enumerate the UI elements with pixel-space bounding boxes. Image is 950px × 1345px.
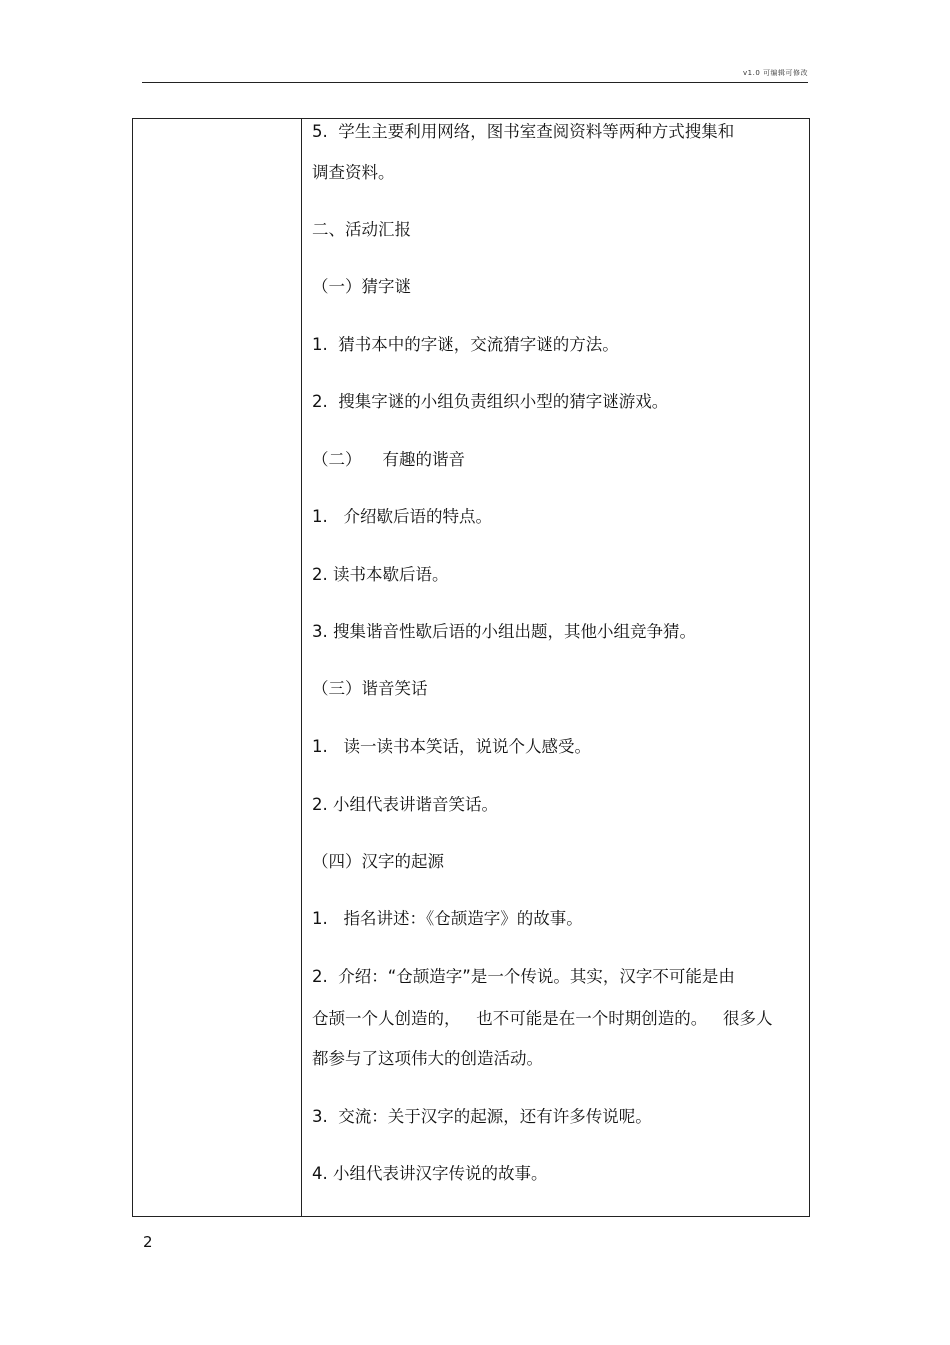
text-line: 4. 小组代表讲汉字传说的故事。 — [312, 1164, 548, 1183]
text-line: 5. 学生主要利用网络，图书室查阅资料等两种方式搜集和 — [312, 122, 735, 141]
page-number: 2 — [143, 1233, 153, 1251]
text-line: 1. 读一读书本笑话，说说个人感受。 — [312, 737, 591, 756]
text-line: 1. 猜书本中的字谜，交流猜字谜的方法。 — [312, 335, 619, 354]
header-version-note: v1.0 可编辑可修改 — [743, 69, 808, 77]
text-line: 仓颉一个人创造的， 也不可能是在一个时期创造的。 很多人 — [312, 1009, 773, 1028]
text-line: 1. 指名讲述：《仓颉造字》的故事。 — [312, 909, 583, 928]
text-line: 3. 交流：关于汉字的起源，还有许多传说呢。 — [312, 1107, 652, 1126]
text-line: 2. 读书本歇后语。 — [312, 565, 449, 584]
text-line: 1. 介绍歇后语的特点。 — [312, 507, 492, 526]
subsection-heading: （三）谐音笑话 — [312, 679, 428, 698]
text-line: 调查资料。 — [312, 163, 395, 182]
subsection-heading: （一）猜字谜 — [312, 277, 411, 296]
text-line: 3. 搜集谐音性歇后语的小组出题，其他小组竞争猜。 — [312, 622, 696, 641]
table-right-cell — [302, 119, 809, 1216]
text-line: 2. 小组代表讲谐音笑话。 — [312, 795, 498, 814]
header-divider — [142, 82, 808, 83]
text-line: 都参与了这项伟大的创造活动。 — [312, 1049, 543, 1068]
table-left-cell — [133, 119, 302, 1216]
subsection-heading: （四）汉字的起源 — [312, 852, 444, 871]
text-line: 2. 介绍：“仓颉造字”是一个传说。其实，汉字不可能是由 — [312, 967, 735, 986]
section-heading: 二、活动汇报 — [312, 220, 411, 239]
text-line: 2. 搜集字谜的小组负责组织小型的猜字谜游戏。 — [312, 392, 669, 411]
subsection-heading: （二） 有趣的谐音 — [312, 450, 465, 469]
lesson-table — [132, 118, 810, 1217]
